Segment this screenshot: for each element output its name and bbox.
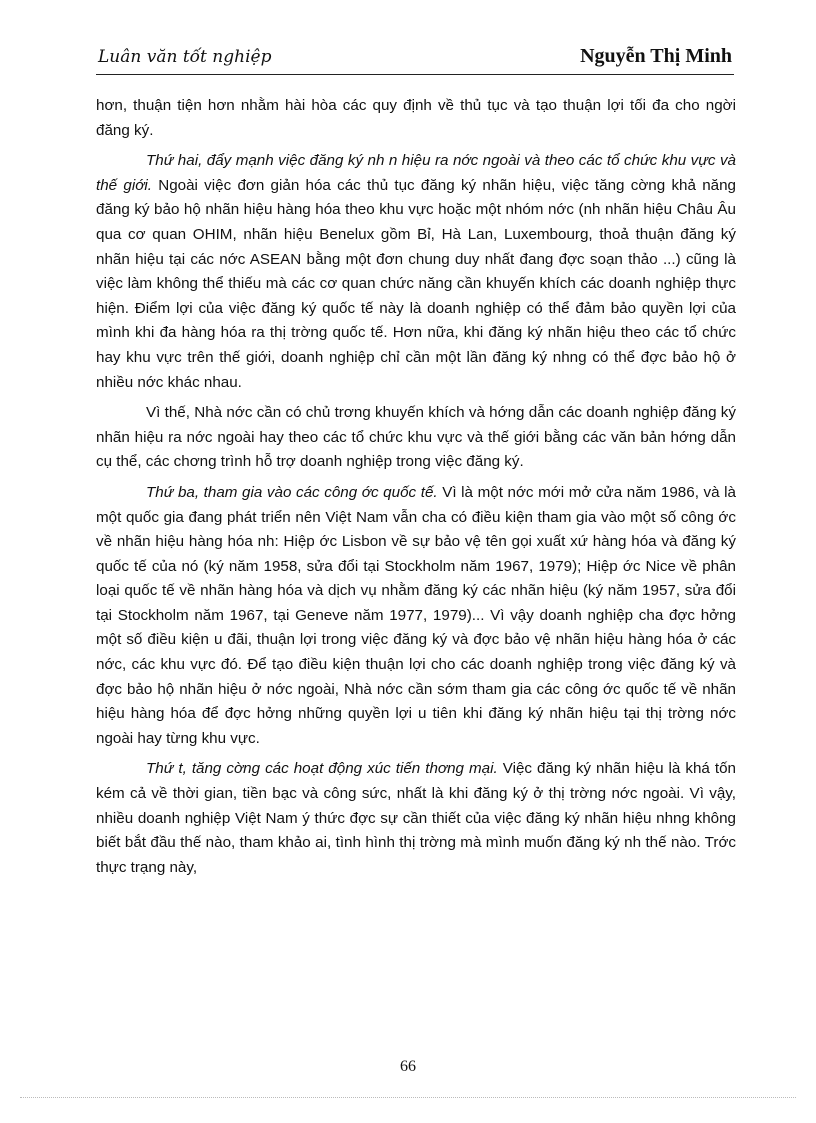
paragraph-3 xyxy=(96,401,736,475)
document-body xyxy=(96,94,736,886)
paragraph-1-text: hơn, thuận tiện hơn nhằm hài hòa các quy định về thủ tục và tạo thuận lợi tối đa cho ngời đăng ký. xyxy=(96,97,736,139)
paragraph-1 xyxy=(96,94,736,143)
paragraph-2 xyxy=(96,149,736,395)
paragraph-5 xyxy=(96,757,736,880)
page-number: 66 xyxy=(400,1058,416,1075)
header-left-text: Luân văn tốt nghiệp xyxy=(98,47,272,67)
paragraph-4 xyxy=(96,481,736,752)
paragraph-3-text: Vì thế, Nhà nớc cần có chủ trơng khuyến khích và hớng dẫn các doanh nghiệp đăng ký nhãn hiệu ra nớc ngoài hay theo các tổ chức khu vực và thế giới bằng các văn bản hớng dẫn cụ thể, các chơng trình hỗ trợ doanh nghiệp trong việc đăng ký. xyxy=(96,404,736,471)
paragraph-4-text: Vì là một nớc mới mở cửa năm 1986, và là một quốc gia đang phát triển nên Việt Nam vẫn cha có điều kiện tham gia vào một số công ớc về nhãn hiệu hàng hóa nh: Hiệp ớc Lisbon về sự bảo vệ tên gọi xuất xứ hàng hóa và đăng ký quốc tế của nó (ký năm 1958, sửa đổi tại Stockholm năm 1967, 1979); Hiệp ớc Nice về phân loại quốc tế về nhãn hàng hóa và dịch vụ nhằm đăng ký các nhãn hiệu (ký năm 1957, sửa đổi tại Stockholm năm 1967, tại Geneve năm 1977, 1979)... Vì vậy doanh nghiệp cha đợc hởng một số điều kiện u đãi, thuận lợi trong việc đăng ký và đợc bảo vệ nhãn hiệu hàng hóa ở các nớc, các khu vực đó. Để tạo điều kiện thuận lợi cho các doanh nghiệp trong việc đăng ký và đợc bảo hộ nhãn hiệu ở nớc ngoài, Nhà nớc cần sớm tham gia các công ớc quốc tế về nhãn hiệu hàng hóa để đợc hởng những quyền lợi u tiên khi đăng ký nhãn hiệu tại thị trờng nớc ngoài hay từng khu vực. xyxy=(96,483,736,747)
paragraph-2-text: Ngoài việc đơn giản hóa các thủ tục đăng ký nhãn hiệu, việc tăng cờng khả năng đăng ký bảo hộ nhãn hiệu hàng hóa theo khu vực hoặc một nhóm nớc (nh nhãn hiệu Châu Âu qua cơ quan OHIM, nhãn hiệu Benelux gồm Bỉ, Hà Lan, Luxembourg, thoả thuận đăng ký nhãn hiệu tại các nớc ASEAN bằng một đơn chung duy nhất đang đợc soạn thảo ...) cũng là việc làm không thể thiếu mà các cơ quan chức năng cần khuyến khích các doanh nghiệp thực hiện. Điểm lợi của việc đăng ký quốc tế này là doanh nghiệp có thể đảm bảo quyền lợi của mình khi đa hàng hóa ra thị trờng quốc tế. Hơn nữa, khi đăng ký nhãn hiệu theo các tổ chức hay khu vực trên thế giới, doanh nghiệp chỉ cần một lần đăng ký nhng có thể đợc bảo hộ ở nhiều nớc khác nhau. xyxy=(96,176,736,391)
header-rule xyxy=(96,74,734,75)
header-author: Nguyễn Thị Minh xyxy=(580,45,732,67)
paragraph-5-lead: Thứ t, tăng cờng các hoạt động xúc tiến thơng mại. xyxy=(146,760,498,778)
footer-rule xyxy=(20,1097,796,1098)
paragraph-4-lead: Thứ ba, tham gia vào các công ớc quốc tế. xyxy=(146,483,438,501)
paragraph-2-lead: Thứ hai, đẩy mạnh việc đăng ký nh n hiệu ra nớc ngoài và theo các tổ chức khu vực và thế giới. xyxy=(96,152,736,194)
paragraph-5-text: Việc đăng ký nhãn hiệu là khá tốn kém cả về thời gian, tiền bạc và công sức, nhất là khi đăng ký ở thị trờng nớc ngoài. Vì vậy, nhiều doanh nghiệp Việt Nam ý thức đợc sự cần thiết của việc đăng ký nhãn hiệu nhng không biết bắt đầu thế nào, tham khảo ai, tình hình thị trờng mà mình muốn đăng ký nh thế nào. Trớc thực trạng này, xyxy=(96,760,737,876)
